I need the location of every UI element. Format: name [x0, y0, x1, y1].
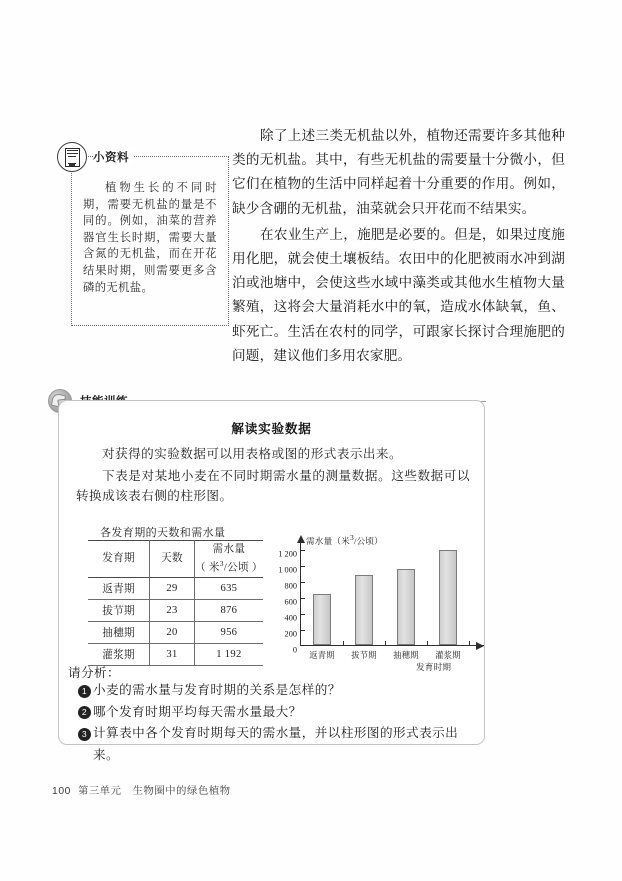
water-demand-bar-chart — [270, 533, 485, 673]
cell-water: 1 192 — [194, 644, 263, 666]
cell-days: 31 — [150, 644, 195, 666]
cell-water: 635 — [194, 578, 263, 600]
x-axis-tick-mark — [343, 641, 344, 645]
y-axis-tick-label: 600 — [284, 597, 297, 607]
activity-intro — [76, 444, 470, 508]
notebook-circle-icon — [57, 142, 87, 172]
th-stage: 发育期 — [102, 553, 135, 565]
th-days: 天数 — [150, 541, 195, 578]
chart-bar — [313, 594, 331, 645]
table-row — [88, 600, 263, 622]
y-axis-tick-mark — [301, 598, 305, 599]
th-water-unit-pre: （ 米 — [195, 562, 220, 574]
question-item — [78, 680, 473, 702]
chart-plot-area — [278, 542, 468, 660]
note-title: 小资料 — [93, 149, 133, 165]
y-axis-arrow-icon — [297, 535, 305, 543]
question-item — [78, 702, 473, 724]
y-axis-tick-label: 0 — [292, 645, 297, 655]
question-number-badge: 1 — [78, 685, 91, 698]
cell-days: 23 — [150, 600, 195, 622]
question-number-badge: 2 — [78, 706, 91, 719]
y-label-post: /公顷） — [353, 535, 383, 546]
x-axis-arrow-icon — [476, 642, 484, 650]
intro-paragraph-2: 下表是对某地小麦在不同时期需水量的测量数据。这些数据可以转换成该表右侧的柱形图。 — [76, 468, 470, 503]
th-water-unit-sup: 3 — [219, 558, 224, 568]
chart-x-axis-label: 发育时期 — [416, 662, 452, 672]
main-body-column — [232, 124, 565, 370]
page-footer — [52, 782, 231, 797]
cell-stage: 抽穗期 — [102, 628, 135, 639]
chart-bar — [439, 550, 457, 645]
y-axis-tick-label: 800 — [284, 581, 297, 591]
x-axis-tick-mark — [427, 641, 428, 645]
question-text: 哪个发育时期平均每天需水量最大？ — [93, 704, 302, 719]
body-paragraph-2: 在农业生产上，施肥是必要的。但是，如果过度施用化肥，就会使土壤板结。农田中的化肥被雨水冲到湖泊或池塘中，会使这些水域中藻类或其他水生植物大量繁殖，这将会大量消耗水中的氧，造成水体缺氧，鱼、虾死亡。生活在农村的同学，可跟家长探讨合理施肥的问题，建议他们多用农家肥。 — [232, 226, 565, 363]
question-item — [78, 723, 473, 766]
y-axis-tick-mark — [301, 630, 305, 631]
cell-stage: 返青期 — [102, 584, 135, 595]
question-text: 小麦的需水量与发育时期的关系是怎样的？ — [93, 683, 341, 697]
y-label-sup: 3 — [349, 533, 354, 542]
table-row — [88, 622, 263, 644]
table-head — [88, 541, 263, 578]
x-axis-tick-label: 灌浆期 — [435, 651, 461, 660]
x-axis-tick-mark — [385, 641, 386, 645]
cell-water: 956 — [194, 622, 263, 644]
th-water-unit-post: /公顷 ） — [223, 562, 263, 574]
x-axis-tick-label: 拔节期 — [351, 651, 377, 660]
cell-days: 20 — [150, 622, 195, 644]
y-axis-tick-label: 1 000 — [278, 565, 297, 575]
question-text: 计算表中各个发育时期每天的需水量，并以柱形图的形式表示出来。 — [93, 726, 459, 762]
y-axis-tick-mark — [301, 582, 305, 583]
table-row — [88, 578, 263, 600]
y-axis-tick-label: 1 200 — [278, 549, 297, 559]
y-axis-tick-label: 400 — [284, 613, 297, 623]
small-data-note-box — [57, 142, 229, 296]
activity-title: 解读实验数据 — [231, 422, 312, 436]
th-water — [194, 541, 263, 578]
body-paragraph-1: 除了上述三类无机盐以外，植物还需要许多其他种类的无机盐。其中，有些无机盐的需要量十分微小，但它们在植物的生活中同样起着十分重要的作用。例如，缺少含硼的无机盐，油菜就会只开花而不结果实。 — [232, 128, 565, 216]
page-number: 100 — [52, 786, 71, 797]
note-body-text: 植物生长的不同时期，需要无机盐的量是不同的。例如，油菜的营养器官生长时期，需要大量含氮的无机盐，而在开花结果时期，则需要更多含磷的无机盐。 — [83, 182, 217, 294]
chart-bar — [355, 575, 373, 645]
y-axis-tick-mark — [301, 614, 305, 615]
footer-unit-title: 生物圈中的绿色植物 — [132, 786, 231, 797]
cell-days: 29 — [150, 578, 195, 600]
x-axis-tick-label: 抽穗期 — [393, 651, 419, 660]
question-number-badge: 3 — [78, 728, 91, 741]
table-caption: 各发育期的天数和需水量 — [100, 527, 226, 539]
table-header-row — [88, 541, 263, 578]
table-body — [88, 578, 263, 666]
y-label-pre: 需水量（米 — [306, 535, 350, 546]
y-axis-tick-mark — [301, 566, 305, 567]
cell-water: 876 — [194, 600, 263, 622]
cell-stage: 灌浆期 — [102, 650, 135, 661]
chart-bar — [397, 569, 415, 645]
questions-list — [78, 680, 473, 766]
th-water-line1: 需水量 — [212, 544, 246, 556]
top-content-section — [0, 0, 622, 380]
y-axis-tick-mark — [301, 550, 305, 551]
questions-prompt: 请分析： — [68, 666, 120, 680]
growth-stage-data-table — [88, 540, 263, 666]
intro-paragraph-1: 对获得的实验数据可以用表格或图的形式表示出来。 — [102, 447, 403, 461]
footer-unit: 第三单元 — [77, 786, 122, 797]
cell-stage: 拔节期 — [102, 606, 135, 617]
y-axis-tick-label: 200 — [284, 629, 297, 639]
x-axis-tick-mark — [469, 641, 470, 645]
x-axis-tick-label: 返青期 — [309, 651, 335, 660]
